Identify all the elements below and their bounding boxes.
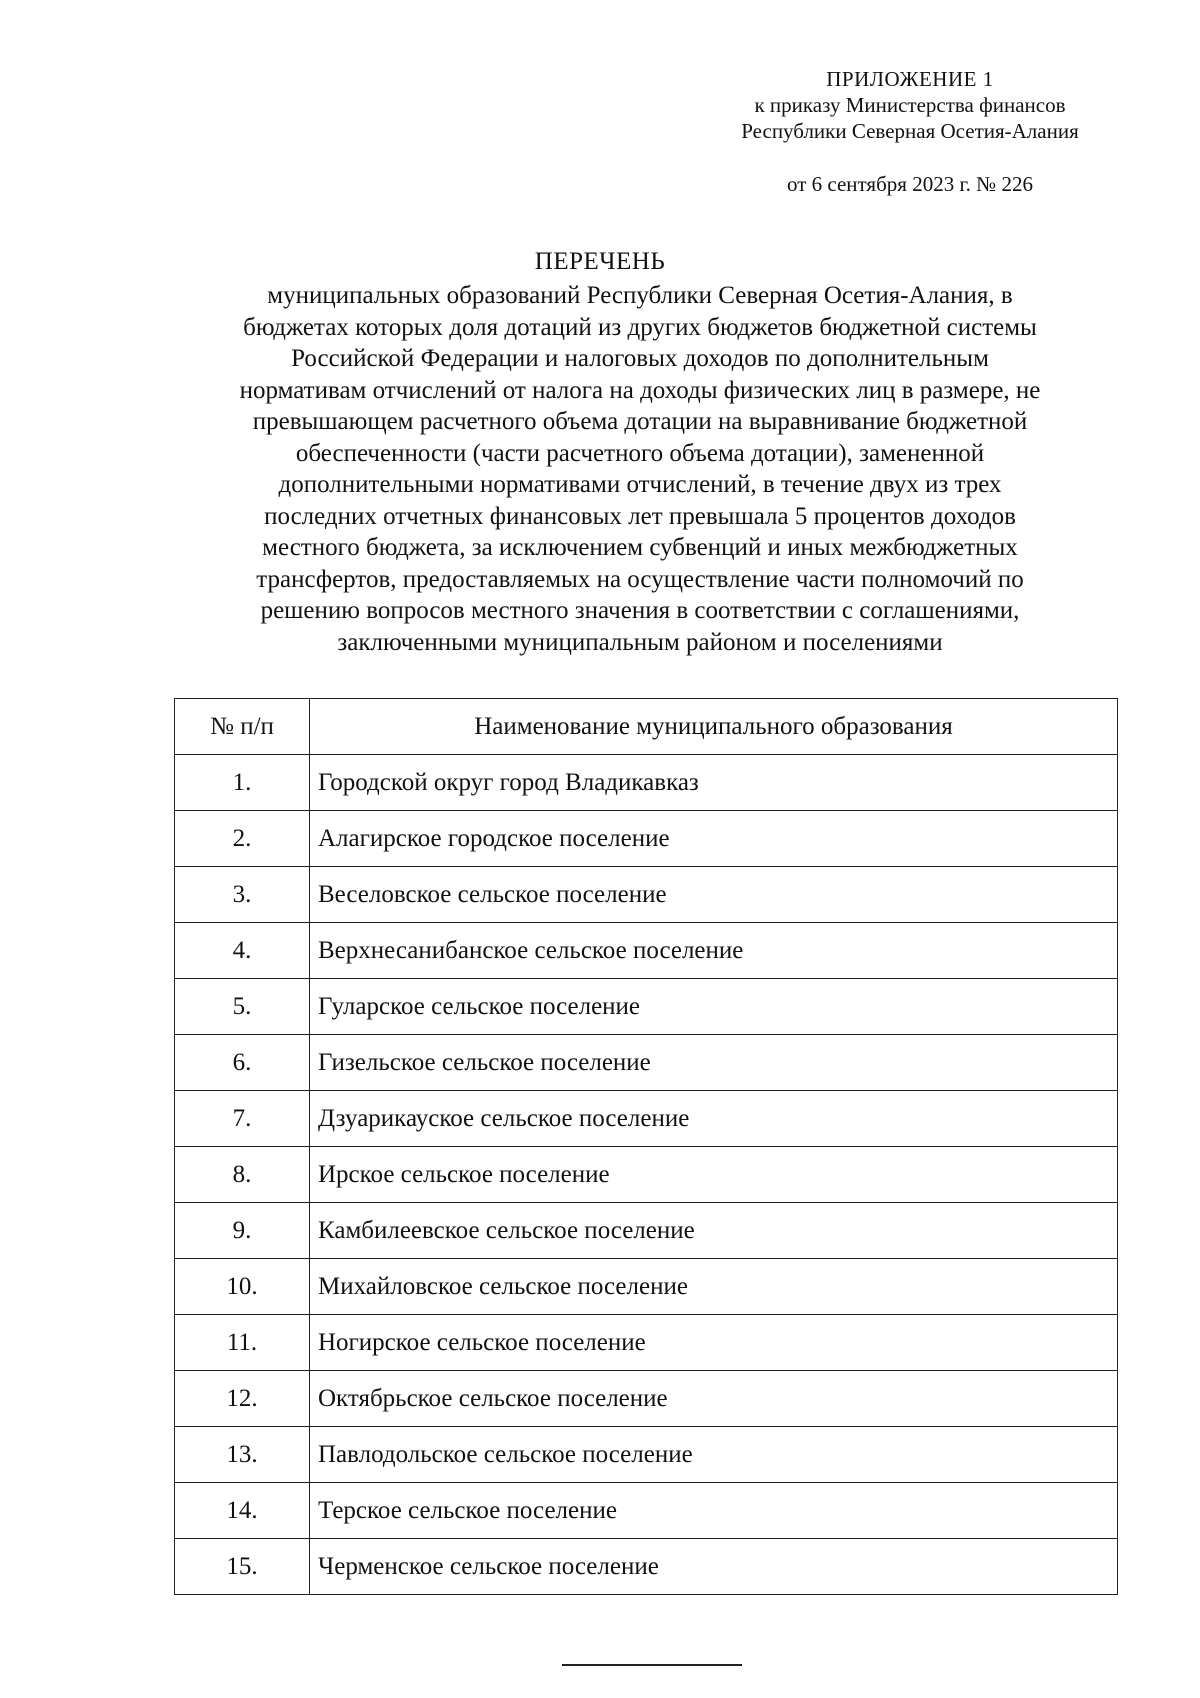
appendix-order-line: к приказу Министерства финансов (754, 93, 1066, 117)
row-number: 9. (175, 1203, 310, 1259)
subtitle-line: Российской Федерации и налоговых доходов по дополнительным (291, 345, 989, 372)
row-number: 15. (175, 1539, 310, 1595)
subtitle-line: последних отчетных финансовых лет превышала 5 процентов доходов (264, 502, 1016, 530)
row-name: Октябрьское сельское поселение (310, 1371, 1118, 1427)
row-number: 10. (175, 1259, 310, 1315)
table-row (175, 1091, 1118, 1147)
row-name: Алагирское городское поселение (310, 811, 1118, 867)
row-name: Веселовское сельское поселение (310, 867, 1118, 923)
row-name: Гуларское сельское поселение (310, 979, 1118, 1035)
row-number: 5. (175, 979, 310, 1035)
row-number: 14. (175, 1483, 310, 1539)
row-number: 8. (175, 1147, 310, 1203)
municipalities-table (174, 698, 1118, 1595)
row-name: Камбилеевское сельское поселение (310, 1203, 1118, 1259)
table-row (175, 1427, 1118, 1483)
table-row (175, 1035, 1118, 1091)
row-name: Ногирское сельское поселение (310, 1315, 1118, 1371)
row-number: 6. (175, 1035, 310, 1091)
table-row (175, 1371, 1118, 1427)
subtitle-line: заключенными муниципальным районом и поселениями (337, 628, 943, 656)
row-name: Верхнесанибанское сельское поселение (310, 923, 1118, 979)
row-name: Михайловское сельское поселение (310, 1259, 1118, 1315)
table-row (175, 867, 1118, 923)
table-row (175, 923, 1118, 979)
subtitle-line: дополнительными нормативами отчислений, в течение двух из трех (278, 471, 1002, 498)
row-name: Дзуарикауское сельское поселение (310, 1091, 1118, 1147)
row-name: Черменское сельское поселение (310, 1539, 1118, 1595)
subtitle-line: бюджетах которых доля дотаций из других бюджетов бюджетной системы (243, 313, 1037, 341)
subtitle-line: трансфертов, предоставляемых на осуществление части полномочий по (256, 565, 1024, 593)
table-row (175, 1483, 1118, 1539)
table-header-row (175, 699, 1118, 755)
row-number: 13. (175, 1427, 310, 1483)
row-number: 11. (175, 1315, 310, 1371)
table-row (175, 1203, 1118, 1259)
document-subtitle (170, 280, 1110, 658)
row-name: Терское сельское поселение (310, 1483, 1118, 1539)
table-row (175, 1259, 1118, 1315)
appendix-heading: ПРИЛОЖЕНИЕ 1 (826, 67, 994, 91)
table-row (175, 1147, 1118, 1203)
row-number: 4. (175, 923, 310, 979)
table-row (175, 755, 1118, 811)
subtitle-line: местного бюджета, за исключением субвенций и иных межбюджетных (262, 534, 1018, 561)
subtitle-line: решению вопросов местного значения в соответствии с соглашениями, (260, 597, 1020, 624)
row-number: 7. (175, 1091, 310, 1147)
row-name: Ирское сельское поселение (310, 1147, 1118, 1203)
row-name: Городской округ город Владикавказ (310, 755, 1118, 811)
order-date: от 6 сентября 2023 г. № 226 (787, 172, 1033, 196)
row-number: 12. (175, 1371, 310, 1427)
end-divider (562, 1664, 742, 1666)
appendix-block (700, 66, 1120, 144)
column-header-name: Наименование муниципального образования (310, 699, 1118, 755)
subtitle-line: нормативам отчислений от налога на доходы физических лиц в размере, не (239, 376, 1041, 404)
appendix-republic-line: Республики Северная Осетия-Алания (741, 119, 1079, 143)
column-header-number: № п/п (175, 699, 310, 755)
row-number: 2. (175, 811, 310, 867)
row-name: Павлодольское сельское поселение (310, 1427, 1118, 1483)
table-row (175, 1315, 1118, 1371)
row-number: 3. (175, 867, 310, 923)
subtitle-line: обеспеченности (части расчетного объема дотации), замененной (295, 439, 985, 467)
row-number: 1. (175, 755, 310, 811)
table-row (175, 979, 1118, 1035)
table-row (175, 811, 1118, 867)
subtitle-line: муниципальных образований Республики Северная Осетия-Алания, в (267, 282, 1013, 309)
document-title: ПЕРЕЧЕНЬ (534, 248, 666, 275)
table-row (175, 1539, 1118, 1595)
row-name: Гизельское сельское поселение (310, 1035, 1118, 1091)
subtitle-line: превышающем расчетного объема дотации на выравнивание бюджетной (252, 408, 1028, 435)
